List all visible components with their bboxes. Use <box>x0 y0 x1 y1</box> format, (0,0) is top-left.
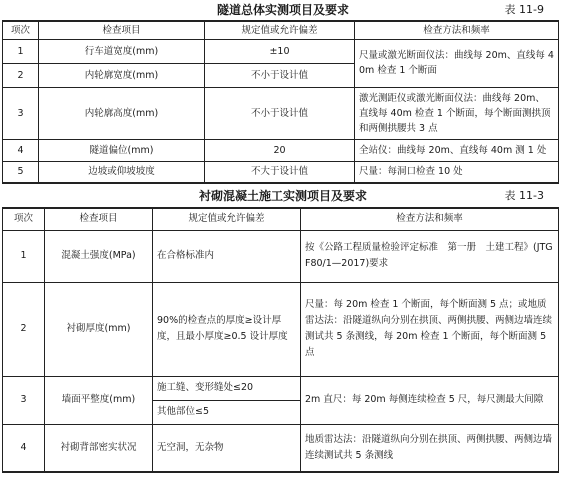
row-method: 全站仪：曲线每 20m、直线每 40m 测 1 处 <box>355 139 559 161</box>
table2-caption: 衬砌混凝土施工实测项目及要求 <box>198 189 367 203</box>
row-no: 3 <box>3 376 45 424</box>
table-header-row <box>3 208 559 230</box>
table-row <box>3 161 559 183</box>
table-row <box>3 87 559 139</box>
row-no: 5 <box>3 161 39 183</box>
table2-number: 表 11-3 <box>504 189 544 202</box>
row-item: 内轮廓宽度(mm) <box>39 63 205 87</box>
row-value: 不小于设计值 <box>205 63 355 87</box>
header-value: 规定值或允许偏差 <box>205 21 355 39</box>
table1-title-bar <box>0 0 566 20</box>
table-row <box>3 39 559 63</box>
table-row <box>3 282 559 376</box>
header-method: 检查方法和频率 <box>301 208 559 230</box>
row-method: 激光测距仪或激光断面仪法：曲线每 20m、直线每 40m 检查 1 个断面，每个断面测拱顶和两侧拱腰共 3 点 <box>355 87 559 139</box>
row-method: 尺量或激光断面仪法：曲线每 20m、直线每 40m 检查 1 个断面 <box>355 39 559 87</box>
row-no: 1 <box>3 39 39 63</box>
row-value: 20 <box>205 139 355 161</box>
row-item: 墙面平整度(mm) <box>45 376 153 424</box>
header-no: 项次 <box>3 208 45 230</box>
row-no: 3 <box>3 87 39 139</box>
row-value-a: 施工缝、变形缝处≤20 <box>153 376 301 400</box>
row-method: 地质雷达法：沿隧道纵向分别在拱顶、两侧拱腰、两侧边墙连续测试共 5 条测线 <box>301 424 559 472</box>
row-value: 90%的检查点的厚度≥设计厚度，且最小厚度≥0.5 设计厚度 <box>153 282 301 376</box>
row-item: 边坡或仰坡坡度 <box>39 161 205 183</box>
table1-caption: 隧道总体实测项目及要求 <box>216 3 349 17</box>
table-row <box>3 424 559 472</box>
row-item: 隧道偏位(mm) <box>39 139 205 161</box>
row-value: 不大于设计值 <box>205 161 355 183</box>
table-row <box>3 139 559 161</box>
row-value: ±10 <box>205 39 355 63</box>
row-item: 衬砌背部密实状况 <box>45 424 153 472</box>
tunnel-overall-table <box>2 20 559 184</box>
row-value-b: 其他部位≤5 <box>153 400 301 424</box>
lining-concrete-table <box>2 207 559 473</box>
row-method: 2m 直尺：每 20m 每侧连续检查 5 尺，每尺测最大间隙 <box>301 376 559 424</box>
row-no: 4 <box>3 139 39 161</box>
header-item: 检查项目 <box>39 21 205 39</box>
header-item: 检查项目 <box>45 208 153 230</box>
row-no: 2 <box>3 282 45 376</box>
row-no: 1 <box>3 230 45 282</box>
table-header-row <box>3 21 559 39</box>
table-row <box>3 376 559 400</box>
header-no: 项次 <box>3 21 39 39</box>
row-item: 行车道宽度(mm) <box>39 39 205 63</box>
row-value: 无空洞，无杂物 <box>153 424 301 472</box>
row-no: 4 <box>3 424 45 472</box>
header-value: 规定值或允许偏差 <box>153 208 301 230</box>
row-value: 在合格标准内 <box>153 230 301 282</box>
table1-number: 表 11-9 <box>504 3 544 16</box>
row-item: 内轮廓高度(mm) <box>39 87 205 139</box>
row-item: 衬砌厚度(mm) <box>45 282 153 376</box>
row-value: 不小于设计值 <box>205 87 355 139</box>
row-item: 混凝土强度(MPa) <box>45 230 153 282</box>
row-no: 2 <box>3 63 39 87</box>
table2-title-bar <box>0 186 566 206</box>
row-method: 尺量：每洞口检查 10 处 <box>355 161 559 183</box>
header-method: 检查方法和频率 <box>355 21 559 39</box>
row-method: 尺量：每 20m 检查 1 个断面，每个断面测 5 点；或地质雷达法：沿隧道纵向分别在拱顶、两侧拱腰、两侧边墙连续测试共 5 条测线，每 20m 检查 1 个断面，每个断面测 5 点 <box>301 282 559 376</box>
table-row <box>3 230 559 282</box>
row-method: 按《公路工程质量检验评定标准 第一册 土建工程》(JTG F80/1—2017)要求 <box>301 230 559 282</box>
